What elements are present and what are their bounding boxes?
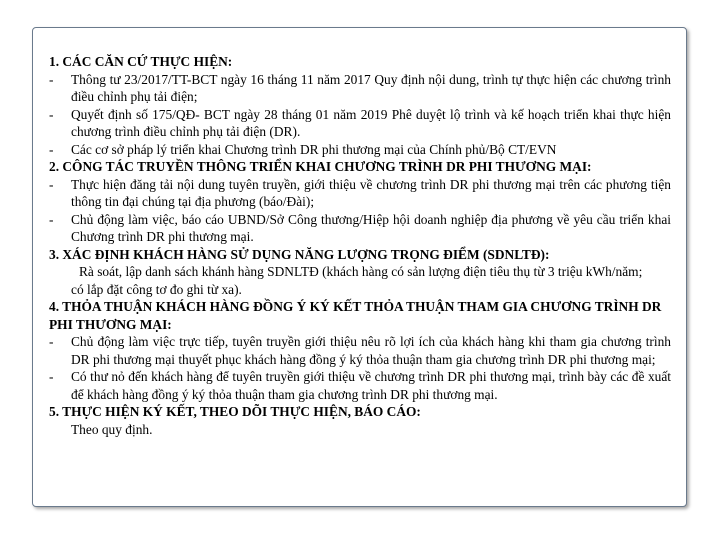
- list-item-text: Có thư nỏ đến khách hàng để tuyên truyền giới thiệu về chương trình DR phi thương mại, trình bày các đề xuất để khách hàng đồng ý ký thỏa thuận tham gia chương trình DR phi thương mại.: [71, 369, 671, 402]
- list-item-text: Quyết định số 175/QĐ- BCT ngày 28 tháng 01 năm 2019 Phê duyệt lộ trình và kế hoạch triển khai thực hiện chương trình điều chỉnh phụ tải điện (DR).: [71, 106, 671, 139]
- list-item: [49, 106, 671, 141]
- bullet-dash: -: [49, 141, 54, 157]
- list-item-text: Thông tư 23/2017/TT-BCT ngày 16 tháng 11 năm 2017 Quy định nội dung, trình tự thực hiện các chương trình điều chỉnh phụ tải điện;: [71, 71, 671, 104]
- bullet-dash: -: [49, 106, 54, 122]
- section-3-paragraph: Rà soát, lập danh sách khánh hàng SDNLTĐ (khách hàng có sản lượng điện tiêu thụ từ 3 triệu kWh/năm;: [79, 264, 643, 279]
- list-item-text: Các cơ sở pháp lý triển khai Chương trình DR phi thương mại của Chính phủ/Bộ CT/EVN: [71, 141, 557, 157]
- section-1-heading: 1. CÁC CĂN CỨ THỰC HIỆN:: [49, 54, 233, 69]
- list-item: [49, 211, 671, 246]
- section-4-heading: 4. THỎA THUẬN KHÁCH HÀNG ĐỒNG Ý KÝ KẾT THỎA THUẬN THAM GIA CHƯƠNG TRÌNH DR PHI THƯƠNG MẠI:: [49, 299, 662, 332]
- bullet-dash: -: [49, 334, 54, 349]
- list-item-text: Chủ động làm việc, báo cáo UBND/Sở Công thương/Hiệp hội doanh nghiệp địa phương về yêu cầu triển khai Chương trình DR phi thương mại.: [71, 211, 671, 244]
- section-5-heading: 5. THỰC HIỆN KÝ KẾT, THEO DÕI THỰC HIỆN, BÁO CÁO:: [49, 404, 421, 419]
- section-3-paragraph-cont: có lắp đặt công tơ đo ghi từ xa).: [71, 281, 242, 297]
- section-3-heading: 3. XÁC ĐỊNH KHÁCH HÀNG SỬ DỤNG NĂNG LƯỢNG TRỌNG ĐIỂM (SDNLTĐ):: [49, 246, 550, 262]
- list-item: [49, 141, 671, 159]
- list-item-text: Thực hiện đăng tải nội dung tuyên truyền, giới thiệu về chương trình DR phi thương mại trên các phương tiện thông tin đại chúng tại địa phương (báo/Đài);: [71, 176, 671, 209]
- list-item: [49, 176, 671, 211]
- bullet-dash: -: [49, 176, 54, 192]
- bullet-dash: -: [49, 211, 54, 227]
- section-2-heading: 2. CÔNG TÁC TRUYỀN THÔNG TRIỂN KHAI CHƯƠNG TRÌNH DR PHI THƯƠNG MẠI:: [49, 159, 592, 174]
- section-5-paragraph: Theo quy định.: [71, 421, 153, 437]
- document-body: [49, 53, 671, 438]
- bullet-dash: -: [49, 369, 54, 384]
- list-item-text: Chủ động làm việc trực tiếp, tuyên truyền giới thiệu nêu rõ lợi ích của khách hàng khi tham gia chương trình DR phi thương mại thuyết phục khách hàng đồng ý ký thỏa thuận tham gia chương trình DR phi thương mại;: [71, 334, 671, 367]
- list-item: [49, 71, 671, 106]
- list-item: [49, 368, 671, 403]
- bullet-dash: -: [49, 71, 54, 87]
- list-item: [49, 333, 671, 368]
